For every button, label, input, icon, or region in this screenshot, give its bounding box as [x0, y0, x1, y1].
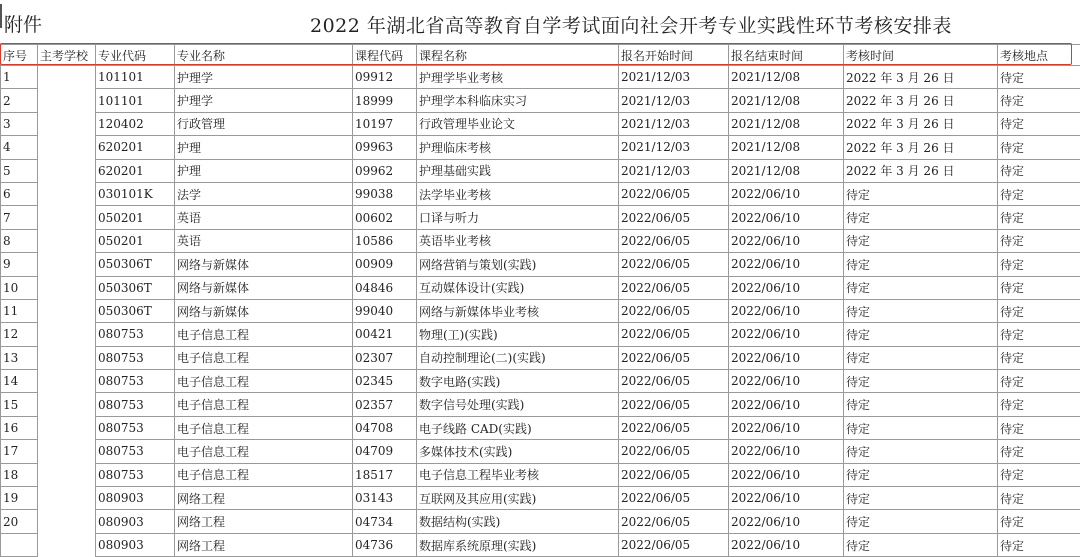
- table-row: [1, 112, 1080, 135]
- table-cell: 13: [1, 346, 38, 369]
- table-cell: 101101: [96, 89, 175, 112]
- table-cell: 080903: [96, 533, 175, 556]
- table-cell: 电子信息工程: [175, 370, 353, 393]
- table-cell: 2021/12/08: [729, 66, 844, 89]
- table-cell: 待定: [998, 253, 1080, 276]
- table-cell: [38, 229, 96, 252]
- table-cell: 待定: [998, 370, 1080, 393]
- table-cell: 18999: [353, 89, 417, 112]
- attachment-label: 附件: [4, 10, 42, 37]
- table-cell: 电子信息工程: [175, 440, 353, 463]
- table-cell: [38, 370, 96, 393]
- table-cell: 2021/12/03: [619, 136, 729, 159]
- table-cell: 行政管理毕业论文: [417, 112, 619, 135]
- table-cell: 09963: [353, 136, 417, 159]
- table-cell: 080753: [96, 440, 175, 463]
- table-cell: 电子信息工程: [175, 416, 353, 439]
- table-cell: 050201: [96, 206, 175, 229]
- column-header: 序号: [1, 45, 38, 66]
- table-cell: 待定: [844, 440, 998, 463]
- table-cell: [38, 487, 96, 510]
- table-cell: 护理学: [175, 89, 353, 112]
- table-cell: 10586: [353, 229, 417, 252]
- table-cell: 待定: [998, 346, 1080, 369]
- table-cell: 050306T: [96, 276, 175, 299]
- table-cell: 待定: [998, 229, 1080, 252]
- table-cell: 护理临床考核: [417, 136, 619, 159]
- table-cell: 互动媒体设计(实践): [417, 276, 619, 299]
- table-cell: 02345: [353, 370, 417, 393]
- table-cell: [38, 533, 96, 556]
- table-cell: 620201: [96, 136, 175, 159]
- table-cell: 待定: [998, 323, 1080, 346]
- table-cell: 050306T: [96, 253, 175, 276]
- document-title: 2022 年湖北省高等教育自学考试面向社会开考专业实践性环节考核安排表: [310, 11, 952, 38]
- table-cell: 待定: [844, 510, 998, 533]
- table-cell: 待定: [998, 299, 1080, 322]
- table-cell: [38, 323, 96, 346]
- table-cell: 2022/06/05: [619, 346, 729, 369]
- table-cell: 00421: [353, 323, 417, 346]
- table-row: [1, 253, 1080, 276]
- table-row: [1, 299, 1080, 322]
- schedule-table: [0, 44, 1080, 557]
- table-cell: 00909: [353, 253, 417, 276]
- table-cell: 2022/06/05: [619, 276, 729, 299]
- table-cell: 2022/06/10: [729, 510, 844, 533]
- table-cell: 19: [1, 487, 38, 510]
- table-cell: 网络营销与策划(实践): [417, 253, 619, 276]
- table-cell: [38, 112, 96, 135]
- table-cell: 9: [1, 253, 38, 276]
- table-cell: 2022/06/05: [619, 510, 729, 533]
- table-cell: 待定: [998, 416, 1080, 439]
- table-cell: 待定: [998, 136, 1080, 159]
- table-cell: 2022/06/05: [619, 370, 729, 393]
- table-cell: [38, 253, 96, 276]
- table-cell: 数据结构(实践): [417, 510, 619, 533]
- table-cell: 4: [1, 136, 38, 159]
- table-cell: 09962: [353, 159, 417, 182]
- table-cell: 2022/06/10: [729, 416, 844, 439]
- table-cell: 网络与新媒体: [175, 276, 353, 299]
- table-row: [1, 533, 1080, 556]
- table-cell: 2022/06/05: [619, 533, 729, 556]
- table-cell: 英语: [175, 206, 353, 229]
- table-row: [1, 370, 1080, 393]
- table-cell: 2021/12/03: [619, 112, 729, 135]
- table-cell: [38, 510, 96, 533]
- table-cell: 17: [1, 440, 38, 463]
- table-cell: 2: [1, 89, 38, 112]
- table-cell: 6: [1, 182, 38, 205]
- table-cell: 2022/06/10: [729, 182, 844, 205]
- table-cell: 04709: [353, 440, 417, 463]
- column-header: 专业代码: [96, 45, 175, 66]
- table-cell: 5: [1, 159, 38, 182]
- table-cell: 电子信息工程: [175, 463, 353, 486]
- table-row: [1, 229, 1080, 252]
- table-cell: 04846: [353, 276, 417, 299]
- table-cell: 待定: [844, 487, 998, 510]
- table-cell: 7: [1, 206, 38, 229]
- table-cell: 2021/12/08: [729, 89, 844, 112]
- table-cell: 2022/06/10: [729, 463, 844, 486]
- table-cell: 2022/06/05: [619, 323, 729, 346]
- page-edge-mark: [0, 4, 2, 28]
- table-cell: 101101: [96, 66, 175, 89]
- table-cell: 3: [1, 112, 38, 135]
- table-cell: 待定: [998, 440, 1080, 463]
- table-cell: 2022/06/05: [619, 393, 729, 416]
- table-cell: 电子信息工程: [175, 323, 353, 346]
- table-cell: [38, 66, 96, 89]
- table-row: [1, 487, 1080, 510]
- table-cell: 2022/06/10: [729, 370, 844, 393]
- table-cell: 电子信息工程毕业考核: [417, 463, 619, 486]
- table-cell: 2021/12/08: [729, 112, 844, 135]
- table-cell: 030101K: [96, 182, 175, 205]
- column-header: 报名开始时间: [619, 45, 729, 66]
- table-cell: 网络与新媒体毕业考核: [417, 299, 619, 322]
- table-cell: 02307: [353, 346, 417, 369]
- table-cell: 待定: [998, 182, 1080, 205]
- table-cell: 080753: [96, 463, 175, 486]
- table-cell: 11: [1, 299, 38, 322]
- table-cell: [38, 299, 96, 322]
- table-cell: 待定: [998, 533, 1080, 556]
- table-cell: 050306T: [96, 299, 175, 322]
- table-cell: 英语: [175, 229, 353, 252]
- table-cell: 护理: [175, 136, 353, 159]
- table-cell: 2022/06/10: [729, 487, 844, 510]
- table-cell: 数字电路(实践): [417, 370, 619, 393]
- table-cell: 2022/06/10: [729, 323, 844, 346]
- table-cell: 20: [1, 510, 38, 533]
- table-cell: 待定: [998, 276, 1080, 299]
- table-cell: 电子信息工程: [175, 393, 353, 416]
- table-row: [1, 393, 1080, 416]
- column-header: 专业名称: [175, 45, 353, 66]
- table-cell: 2022/06/05: [619, 487, 729, 510]
- table-cell: 2022/06/05: [619, 463, 729, 486]
- table-cell: 2022 年 3 月 26 日: [844, 112, 998, 135]
- table-cell: 99040: [353, 299, 417, 322]
- column-header: 课程名称: [417, 45, 619, 66]
- table-cell: 法学: [175, 182, 353, 205]
- table-cell: 待定: [998, 159, 1080, 182]
- table-cell: 09912: [353, 66, 417, 89]
- table-cell: 04736: [353, 533, 417, 556]
- table-cell: 2022/06/05: [619, 182, 729, 205]
- table-cell: [38, 416, 96, 439]
- table-cell: 03143: [353, 487, 417, 510]
- table-cell: 10197: [353, 112, 417, 135]
- table-cell: 待定: [998, 487, 1080, 510]
- table-cell: 2022 年 3 月 26 日: [844, 159, 998, 182]
- table-row: [1, 89, 1080, 112]
- table-cell: 2022/06/05: [619, 206, 729, 229]
- table-cell: 网络与新媒体: [175, 299, 353, 322]
- table-cell: 10: [1, 276, 38, 299]
- table-row: [1, 463, 1080, 486]
- table-cell: [38, 393, 96, 416]
- table-cell: 080753: [96, 370, 175, 393]
- table-cell: 2022/06/10: [729, 533, 844, 556]
- table-cell: 自动控制理论(二)(实践): [417, 346, 619, 369]
- table-cell: 待定: [998, 393, 1080, 416]
- table-cell: 2022/06/05: [619, 253, 729, 276]
- table-cell: 电子线路 CAD(实践): [417, 416, 619, 439]
- table-row: [1, 276, 1080, 299]
- table-cell: 2021/12/08: [729, 159, 844, 182]
- table-cell: 2022/06/10: [729, 299, 844, 322]
- table-cell: 080903: [96, 487, 175, 510]
- table-body: [1, 66, 1080, 557]
- table-cell: 2022/06/05: [619, 416, 729, 439]
- table-cell: 080753: [96, 346, 175, 369]
- table-cell: 网络工程: [175, 533, 353, 556]
- table-cell: 待定: [844, 299, 998, 322]
- table-cell: 02357: [353, 393, 417, 416]
- table-cell: 050201: [96, 229, 175, 252]
- table-cell: 2022/06/05: [619, 229, 729, 252]
- table-cell: 电子信息工程: [175, 346, 353, 369]
- table-cell: 15: [1, 393, 38, 416]
- table-row: [1, 440, 1080, 463]
- table-cell: 2022/06/10: [729, 440, 844, 463]
- table-cell: 18: [1, 463, 38, 486]
- table-cell: 2022/06/10: [729, 229, 844, 252]
- table-cell: 120402: [96, 112, 175, 135]
- table-cell: [38, 89, 96, 112]
- table-cell: 080753: [96, 416, 175, 439]
- table-cell: 2022/06/10: [729, 346, 844, 369]
- table-row: [1, 346, 1080, 369]
- table-cell: [1, 533, 38, 556]
- table-cell: 04734: [353, 510, 417, 533]
- table-cell: 99038: [353, 182, 417, 205]
- table-cell: 待定: [844, 533, 998, 556]
- table-cell: 2022/06/10: [729, 253, 844, 276]
- column-header: 考核地点: [998, 45, 1080, 66]
- table-cell: 护理基础实践: [417, 159, 619, 182]
- table-cell: 12: [1, 323, 38, 346]
- column-header: 课程代码: [353, 45, 417, 66]
- table-cell: 待定: [844, 182, 998, 205]
- table-cell: 2022 年 3 月 26 日: [844, 89, 998, 112]
- table-cell: 2021/12/03: [619, 66, 729, 89]
- table-cell: 8: [1, 229, 38, 252]
- table-cell: 待定: [844, 463, 998, 486]
- table-cell: 英语毕业考核: [417, 229, 619, 252]
- table-row: [1, 66, 1080, 89]
- table-cell: 2022 年 3 月 26 日: [844, 66, 998, 89]
- table-cell: [38, 159, 96, 182]
- table-cell: 网络工程: [175, 510, 353, 533]
- table-cell: 16: [1, 416, 38, 439]
- table-cell: [38, 276, 96, 299]
- table-cell: 待定: [844, 276, 998, 299]
- table-cell: [38, 136, 96, 159]
- table-cell: 待定: [844, 370, 998, 393]
- table-cell: 待定: [844, 229, 998, 252]
- table-cell: 待定: [844, 393, 998, 416]
- table-cell: [38, 182, 96, 205]
- table-cell: 待定: [844, 416, 998, 439]
- table-cell: 互联网及其应用(实践): [417, 487, 619, 510]
- table-cell: 2022/06/05: [619, 299, 729, 322]
- table-row: [1, 159, 1080, 182]
- column-header: 报名结束时间: [729, 45, 844, 66]
- table-cell: 2022 年 3 月 26 日: [844, 136, 998, 159]
- table-cell: 网络与新媒体: [175, 253, 353, 276]
- table-cell: 多媒体技术(实践): [417, 440, 619, 463]
- table-cell: 1: [1, 66, 38, 89]
- table-cell: [38, 440, 96, 463]
- table-row: [1, 323, 1080, 346]
- table-row: [1, 510, 1080, 533]
- table-cell: 护理学: [175, 66, 353, 89]
- table-cell: [38, 463, 96, 486]
- table-cell: 数据库系统原理(实践): [417, 533, 619, 556]
- column-header: 主考学校: [38, 45, 96, 66]
- table-cell: 2022/06/10: [729, 393, 844, 416]
- table-cell: 待定: [844, 253, 998, 276]
- table-row: [1, 136, 1080, 159]
- table-cell: 620201: [96, 159, 175, 182]
- table-row: [1, 206, 1080, 229]
- table-cell: 物理(工)(实践): [417, 323, 619, 346]
- table-cell: [38, 206, 96, 229]
- table-cell: 2022/06/10: [729, 206, 844, 229]
- table-cell: 法学毕业考核: [417, 182, 619, 205]
- table-cell: 080753: [96, 323, 175, 346]
- table-cell: 待定: [998, 510, 1080, 533]
- table-cell: 2021/12/03: [619, 89, 729, 112]
- table-cell: 护理学毕业考核: [417, 66, 619, 89]
- table-cell: 080903: [96, 510, 175, 533]
- table-cell: 护理学本科临床实习: [417, 89, 619, 112]
- table-cell: 2022/06/05: [619, 440, 729, 463]
- table-cell: 14: [1, 370, 38, 393]
- table-row: [1, 182, 1080, 205]
- table-cell: 待定: [998, 206, 1080, 229]
- table-cell: 2021/12/03: [619, 159, 729, 182]
- table-cell: 数字信号处理(实践): [417, 393, 619, 416]
- table-cell: 口译与听力: [417, 206, 619, 229]
- table-cell: 待定: [844, 206, 998, 229]
- table-cell: 待定: [998, 66, 1080, 89]
- table-cell: 18517: [353, 463, 417, 486]
- table-cell: 护理: [175, 159, 353, 182]
- table-cell: 待定: [998, 112, 1080, 135]
- table-header: [1, 45, 1080, 66]
- table-cell: 行政管理: [175, 112, 353, 135]
- table-cell: 080753: [96, 393, 175, 416]
- table-cell: 2021/12/08: [729, 136, 844, 159]
- table-cell: 00602: [353, 206, 417, 229]
- table-row: [1, 416, 1080, 439]
- table-cell: 2022/06/10: [729, 276, 844, 299]
- table-cell: [38, 346, 96, 369]
- table-cell: 04708: [353, 416, 417, 439]
- table-cell: 待定: [998, 463, 1080, 486]
- table-cell: 待定: [844, 346, 998, 369]
- table-cell: 待定: [998, 89, 1080, 112]
- table-cell: 网络工程: [175, 487, 353, 510]
- table-cell: 待定: [844, 323, 998, 346]
- column-header: 考核时间: [844, 45, 998, 66]
